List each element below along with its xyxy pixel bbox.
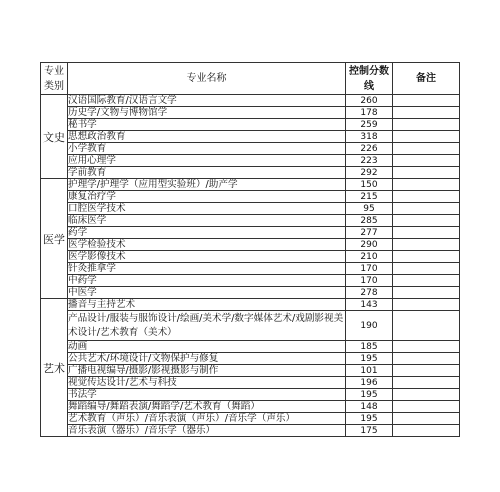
table-row [41, 227, 460, 239]
table-row [41, 389, 460, 401]
major-name-cell: 产品设计/服装与服饰设计/绘画/美术学/数字媒体艺术/戏剧影视美术设计/艺术教育（美术） [68, 311, 346, 341]
table-row [41, 179, 460, 191]
table-row [41, 95, 460, 107]
score-cell: 215 [346, 191, 393, 203]
score-cell: 223 [346, 155, 393, 167]
note-cell [393, 251, 460, 263]
note-cell [393, 215, 460, 227]
major-name-cell: 护理学/护理学（应用型实验班）/助产学 [68, 179, 346, 191]
category-cell: 文史 [41, 95, 68, 179]
score-cell: 190 [346, 311, 393, 341]
table-row [41, 353, 460, 365]
table-row [41, 107, 460, 119]
note-cell [393, 311, 460, 341]
note-cell [393, 179, 460, 191]
table-row [41, 239, 460, 251]
table-row [41, 425, 460, 437]
score-cell: 95 [346, 203, 393, 215]
note-cell [393, 131, 460, 143]
note-cell [393, 155, 460, 167]
major-name-cell: 康复治疗学 [68, 191, 346, 203]
major-name-cell: 中药学 [68, 275, 346, 287]
table-row [41, 287, 460, 299]
score-cell: 318 [346, 131, 393, 143]
score-cell: 292 [346, 167, 393, 179]
table-row [41, 341, 460, 353]
note-cell [393, 425, 460, 437]
note-cell [393, 413, 460, 425]
note-cell [393, 389, 460, 401]
major-name-cell: 视觉传达设计/艺术与科技 [68, 377, 346, 389]
category-cell: 医学 [41, 179, 68, 299]
note-cell [393, 365, 460, 377]
score-cell: 148 [346, 401, 393, 413]
major-name-cell: 公共艺术/环境设计/文物保护与修复 [68, 353, 346, 365]
note-cell [393, 401, 460, 413]
score-cell: 226 [346, 143, 393, 155]
note-cell [393, 239, 460, 251]
note-cell [393, 287, 460, 299]
note-cell [393, 119, 460, 131]
score-cell: 278 [346, 287, 393, 299]
note-cell [393, 263, 460, 275]
major-name-cell: 音乐表演（器乐）/音乐学（器乐） [68, 425, 346, 437]
admission-score-table [40, 62, 460, 437]
table-row [41, 191, 460, 203]
score-cell: 178 [346, 107, 393, 119]
table-row [41, 413, 460, 425]
major-name-cell: 医学影像技术 [68, 251, 346, 263]
header-note: 备注 [393, 63, 460, 95]
header-name: 专业名称 [68, 63, 346, 95]
major-name-cell: 秘书学 [68, 119, 346, 131]
note-cell [393, 143, 460, 155]
table-row [41, 143, 460, 155]
major-name-cell: 播音与主持艺术 [68, 299, 346, 311]
table-row [41, 131, 460, 143]
score-cell: 150 [346, 179, 393, 191]
table-row [41, 401, 460, 413]
major-name-cell: 动画 [68, 341, 346, 353]
note-cell [393, 353, 460, 365]
table-row [41, 251, 460, 263]
table-row [41, 263, 460, 275]
table-row [41, 377, 460, 389]
table-row [41, 365, 460, 377]
note-cell [393, 341, 460, 353]
table-row [41, 203, 460, 215]
table-row [41, 215, 460, 227]
note-cell [393, 191, 460, 203]
table-row [41, 167, 460, 179]
score-cell: 185 [346, 341, 393, 353]
major-name-cell: 汉语国际教育/汉语言文学 [68, 95, 346, 107]
score-cell: 277 [346, 227, 393, 239]
major-name-cell: 临床医学 [68, 215, 346, 227]
score-cell: 170 [346, 263, 393, 275]
score-cell: 290 [346, 239, 393, 251]
table-row [41, 155, 460, 167]
major-name-cell: 口腔医学技术 [68, 203, 346, 215]
note-cell [393, 167, 460, 179]
note-cell [393, 275, 460, 287]
note-cell [393, 299, 460, 311]
score-cell: 101 [346, 365, 393, 377]
table-body [41, 95, 460, 437]
score-cell: 195 [346, 389, 393, 401]
score-cell: 260 [346, 95, 393, 107]
note-cell [393, 95, 460, 107]
score-cell: 210 [346, 251, 393, 263]
score-cell: 143 [346, 299, 393, 311]
note-cell [393, 227, 460, 239]
note-cell [393, 377, 460, 389]
major-name-cell: 小学教育 [68, 143, 346, 155]
header-category: 专业类别 [41, 63, 68, 95]
major-name-cell: 中医学 [68, 287, 346, 299]
score-cell: 175 [346, 425, 393, 437]
category-cell: 艺术 [41, 299, 68, 437]
major-name-cell: 应用心理学 [68, 155, 346, 167]
score-cell: 259 [346, 119, 393, 131]
note-cell [393, 107, 460, 119]
note-cell [393, 203, 460, 215]
table-row [41, 275, 460, 287]
score-cell: 170 [346, 275, 393, 287]
major-name-cell: 学前教育 [68, 167, 346, 179]
major-name-cell: 历史学/文物与博物馆学 [68, 107, 346, 119]
score-cell: 285 [346, 215, 393, 227]
header-score: 控制分数线 [346, 63, 393, 95]
major-name-cell: 思想政治教育 [68, 131, 346, 143]
major-name-cell: 书法学 [68, 389, 346, 401]
table-row [41, 119, 460, 131]
major-name-cell: 药学 [68, 227, 346, 239]
score-cell: 196 [346, 377, 393, 389]
major-name-cell: 艺术教育（声乐）/音乐表演（声乐）/音乐学（声乐） [68, 413, 346, 425]
table-row [41, 311, 460, 341]
score-cell: 195 [346, 413, 393, 425]
table-row [41, 299, 460, 311]
major-name-cell: 针灸推拿学 [68, 263, 346, 275]
major-name-cell: 广播电视编导/摄影/影视摄影与制作 [68, 365, 346, 377]
major-name-cell: 舞蹈编导/舞蹈表演/舞蹈学/艺术教育（舞蹈） [68, 401, 346, 413]
score-cell: 195 [346, 353, 393, 365]
major-name-cell: 医学检验技术 [68, 239, 346, 251]
